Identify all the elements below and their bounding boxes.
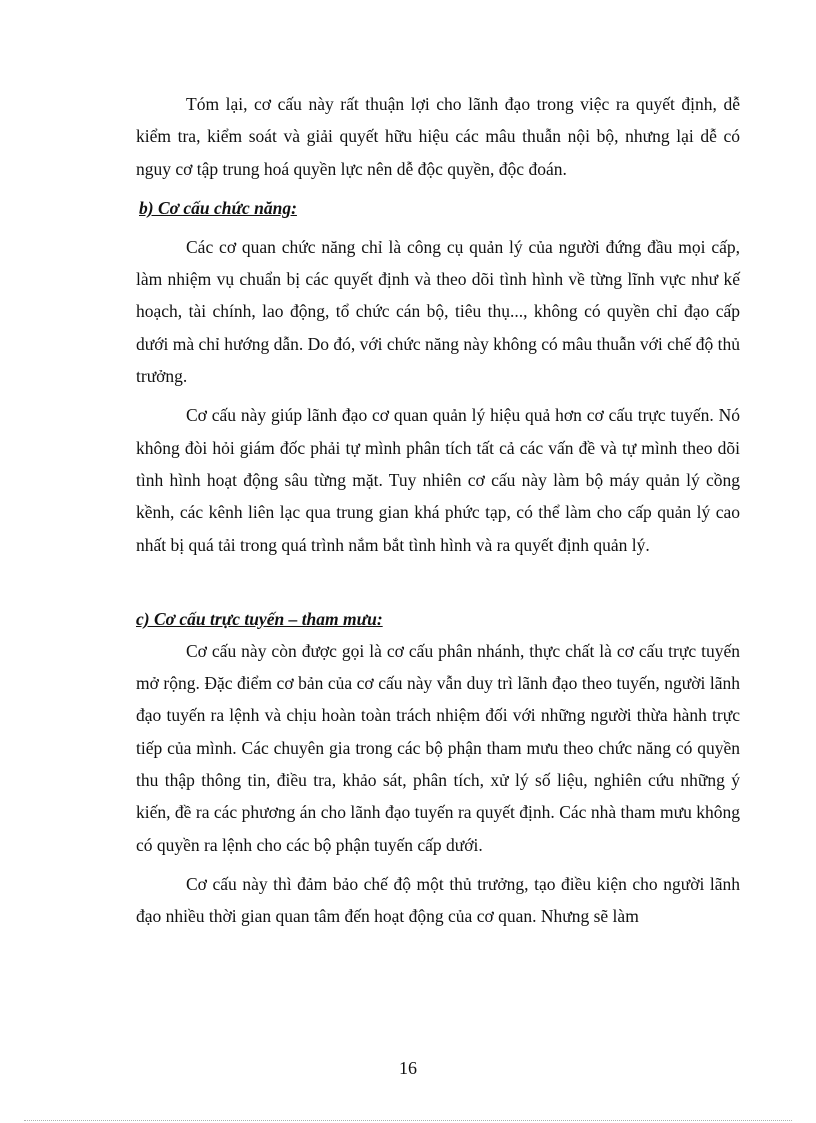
paragraph-functional-evaluation bbox=[136, 399, 740, 560]
page-number: 16 bbox=[399, 1058, 417, 1078]
page-bottom-divider bbox=[24, 1120, 792, 1121]
paragraph-summary-text: Tóm lại, cơ cấu này rất thuận lợi cho lãnh đạo trong việc ra quyết định, dễ kiểm tra, kiểm soát và giải quyết hữu hiệu các mâu thuẫn nội bộ, nhưng lại dễ có nguy cơ tập trung hoá quyền lực nên dễ độc quyền, độc đoán. bbox=[136, 94, 740, 179]
paragraph-line-staff-description bbox=[136, 635, 740, 861]
paragraph-functional-description bbox=[136, 231, 740, 392]
paragraph-line-staff-evaluation bbox=[136, 868, 740, 933]
paragraph-line-staff-description-text: Cơ cấu này còn được gọi là cơ cấu phân nhánh, thực chất là cơ cấu trực tuyến mở rộng. Đặc điểm cơ bản của cơ cấu này vẫn duy trì lãnh đạo theo tuyến, người lãnh đạo tuyến ra lệnh và chịu hoàn toàn trách nhiệm đối với những người thừa hành trực tiếp của mình. Các chuyên gia trong các bộ phận tham mưu theo chức năng có quyền thu thập thông tin, điều tra, khảo sát, phân tích, xử lý số liệu, nghiên cứu những ý kiến, đề ra các phương án cho lãnh đạo tuyến ra quyết định. Các nhà tham mưu không có quyền ra lệnh cho các bộ phận tuyến cấp dưới. bbox=[136, 640, 740, 855]
paragraph-summary bbox=[136, 88, 740, 185]
heading-line-staff-structure: c) Cơ cấu trực tuyến – tham mưu: bbox=[136, 608, 383, 629]
paragraph-functional-description-text: Các cơ quan chức năng chỉ là công cụ quản lý của người đứng đầu mọi cấp, làm nhiệm vụ chuẩn bị các quyết định và theo dõi tình hình về từng lĩnh vực như kế hoạch, tài chính, lao động, tổ chức cán bộ, tiêu thụ..., không có quyền chỉ đạo cấp dưới mà chỉ hướng dẫn. Do đó, với chức năng này không có mâu thuẫn với chế độ thủ trưởng. bbox=[136, 236, 740, 387]
heading-functional-structure: b) Cơ cấu chức năng: bbox=[139, 197, 297, 218]
paragraph-line-staff-evaluation-text: Cơ cấu này thì đảm bảo chế độ một thủ trưởng, tạo điều kiện cho người lãnh đạo nhiều thời gian quan tâm đến hoạt động của cơ quan. Nhưng sẽ làm bbox=[136, 873, 740, 927]
document-body bbox=[136, 88, 740, 933]
paragraph-functional-evaluation-text: Cơ cấu này giúp lãnh đạo cơ quan quản lý hiệu quả hơn cơ cấu trực tuyến. Nó không đòi hỏi giám đốc phải tự mình phân tích tất cả các vấn đề và tự mình theo dõi tình hình hoạt động sâu từng mặt. Tuy nhiên cơ cấu này làm bộ máy quản lý cồng kềnh, các kênh liên lạc qua trung gian khá phức tạp, có thể làm cho cấp quản lý cao nhất bị quá tải trong quá trình nắm bắt tình hình và ra quyết định quản lý. bbox=[136, 405, 740, 555]
